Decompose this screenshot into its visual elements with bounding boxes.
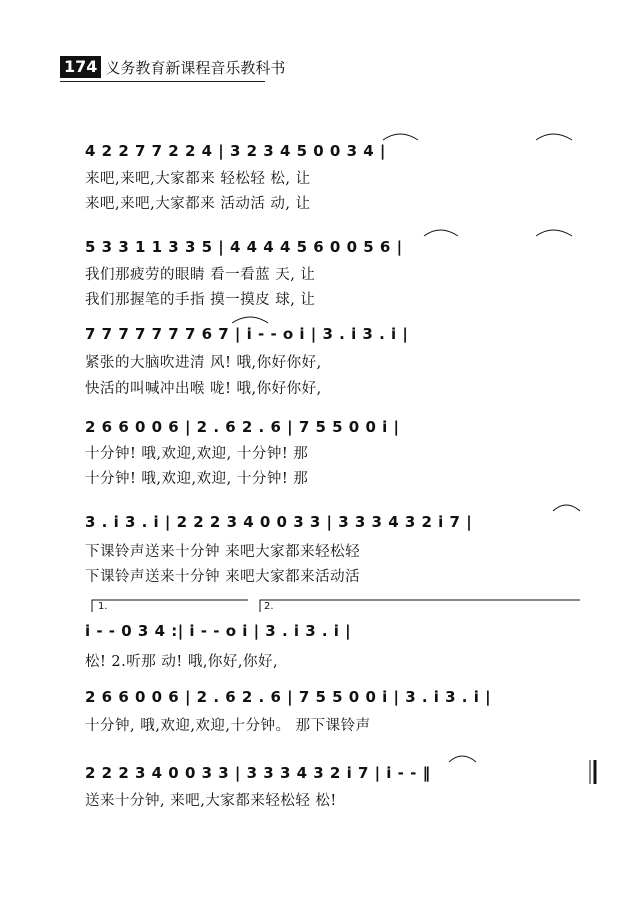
header-rule [60,81,265,82]
volta-1-bracket [92,600,248,612]
volta-2-label: 2. [264,601,274,612]
notation-line-3: 7 7 7 7 7 7 7 6 7 | i - - o i | 3 . i 3 . i | [85,325,409,343]
lyric-line-7: 十分钟, 哦,欢迎,欢迎,十分钟。 那下课铃声 [85,718,371,734]
lyric-line-6: 松! 2.听那 动! 哦,你好,你好, [85,654,279,670]
notation-line-2: 5 3 3 1 1 3 3 5 | 4 4 4 4 5 6 0 0 5 6 | [85,238,403,256]
lyric-line-8: 送来十分钟, 来吧,大家都来轻松轻 松! [85,793,337,809]
lyric-line-2a: 我们那疲劳的眼睛 看一看蓝 天, 让 [85,267,316,283]
page-header [60,56,285,78]
slur-mark [553,505,580,511]
slur-mark [424,230,458,236]
notation-line-6: i - - 0 3 4 :| i - - o i | 3 . i 3 . i | [85,622,352,640]
book-title: 义务教育新课程音乐教科书 [105,58,286,77]
lyric-line-1a: 来吧,来吧,大家都来 轻松轻 松, 让 [85,171,311,187]
notation-line-1: 4 2 2 7 7 2 2 4 | 3 2 3 4 5 0 0 3 4 | [85,142,386,160]
notation-line-4: 2 6 6 0 0 6 | 2 . 6 2 . 6 | 7 5 5 0 0 i | [85,418,400,436]
lyric-line-5b: 下课铃声送来十分钟 来吧大家都来活动活 [85,569,361,585]
lyric-line-3b: 快活的叫喊冲出喉 咙! 哦,你好你好, [85,381,322,397]
lyric-line-3a: 紧张的大脑吹进清 风! 哦,你好你好, [85,355,322,371]
slur-mark [449,756,476,762]
lyric-line-4b: 十分钟! 哦,欢迎,欢迎, 十分钟! 那 [85,471,309,487]
lyric-line-5a: 下课铃声送来十分钟 来吧大家都来轻松轻 [85,544,361,560]
volta-2-bracket [260,600,580,612]
slur-mark [536,134,572,140]
notation-line-5: 3 . i 3 . i | 2 2 2 3 4 0 0 3 3 | 3 3 3 4 3 2 i 7 | [85,513,473,531]
lyric-line-1b: 来吧,来吧,大家都来 活动活 动, 让 [85,196,311,212]
slur-mark [232,317,268,323]
volta-1-label: 1. [98,601,108,612]
notation-line-8: 2 2 2 3 4 0 0 3 3 | 3 3 3 4 3 2 i 7 | i - - ‖ [85,764,431,782]
lyric-line-2b: 我们那握笔的手指 摸一摸皮 球, 让 [85,292,316,308]
notation-line-7: 2 6 6 0 0 6 | 2 . 6 2 . 6 | 7 5 5 0 0 i | 3 . i 3 . i | [85,688,492,706]
slur-mark [536,230,572,236]
slur-mark [383,134,418,140]
lyric-line-4a: 十分钟! 哦,欢迎,欢迎, 十分钟! 那 [85,446,309,462]
page-number: 174 [60,56,101,78]
